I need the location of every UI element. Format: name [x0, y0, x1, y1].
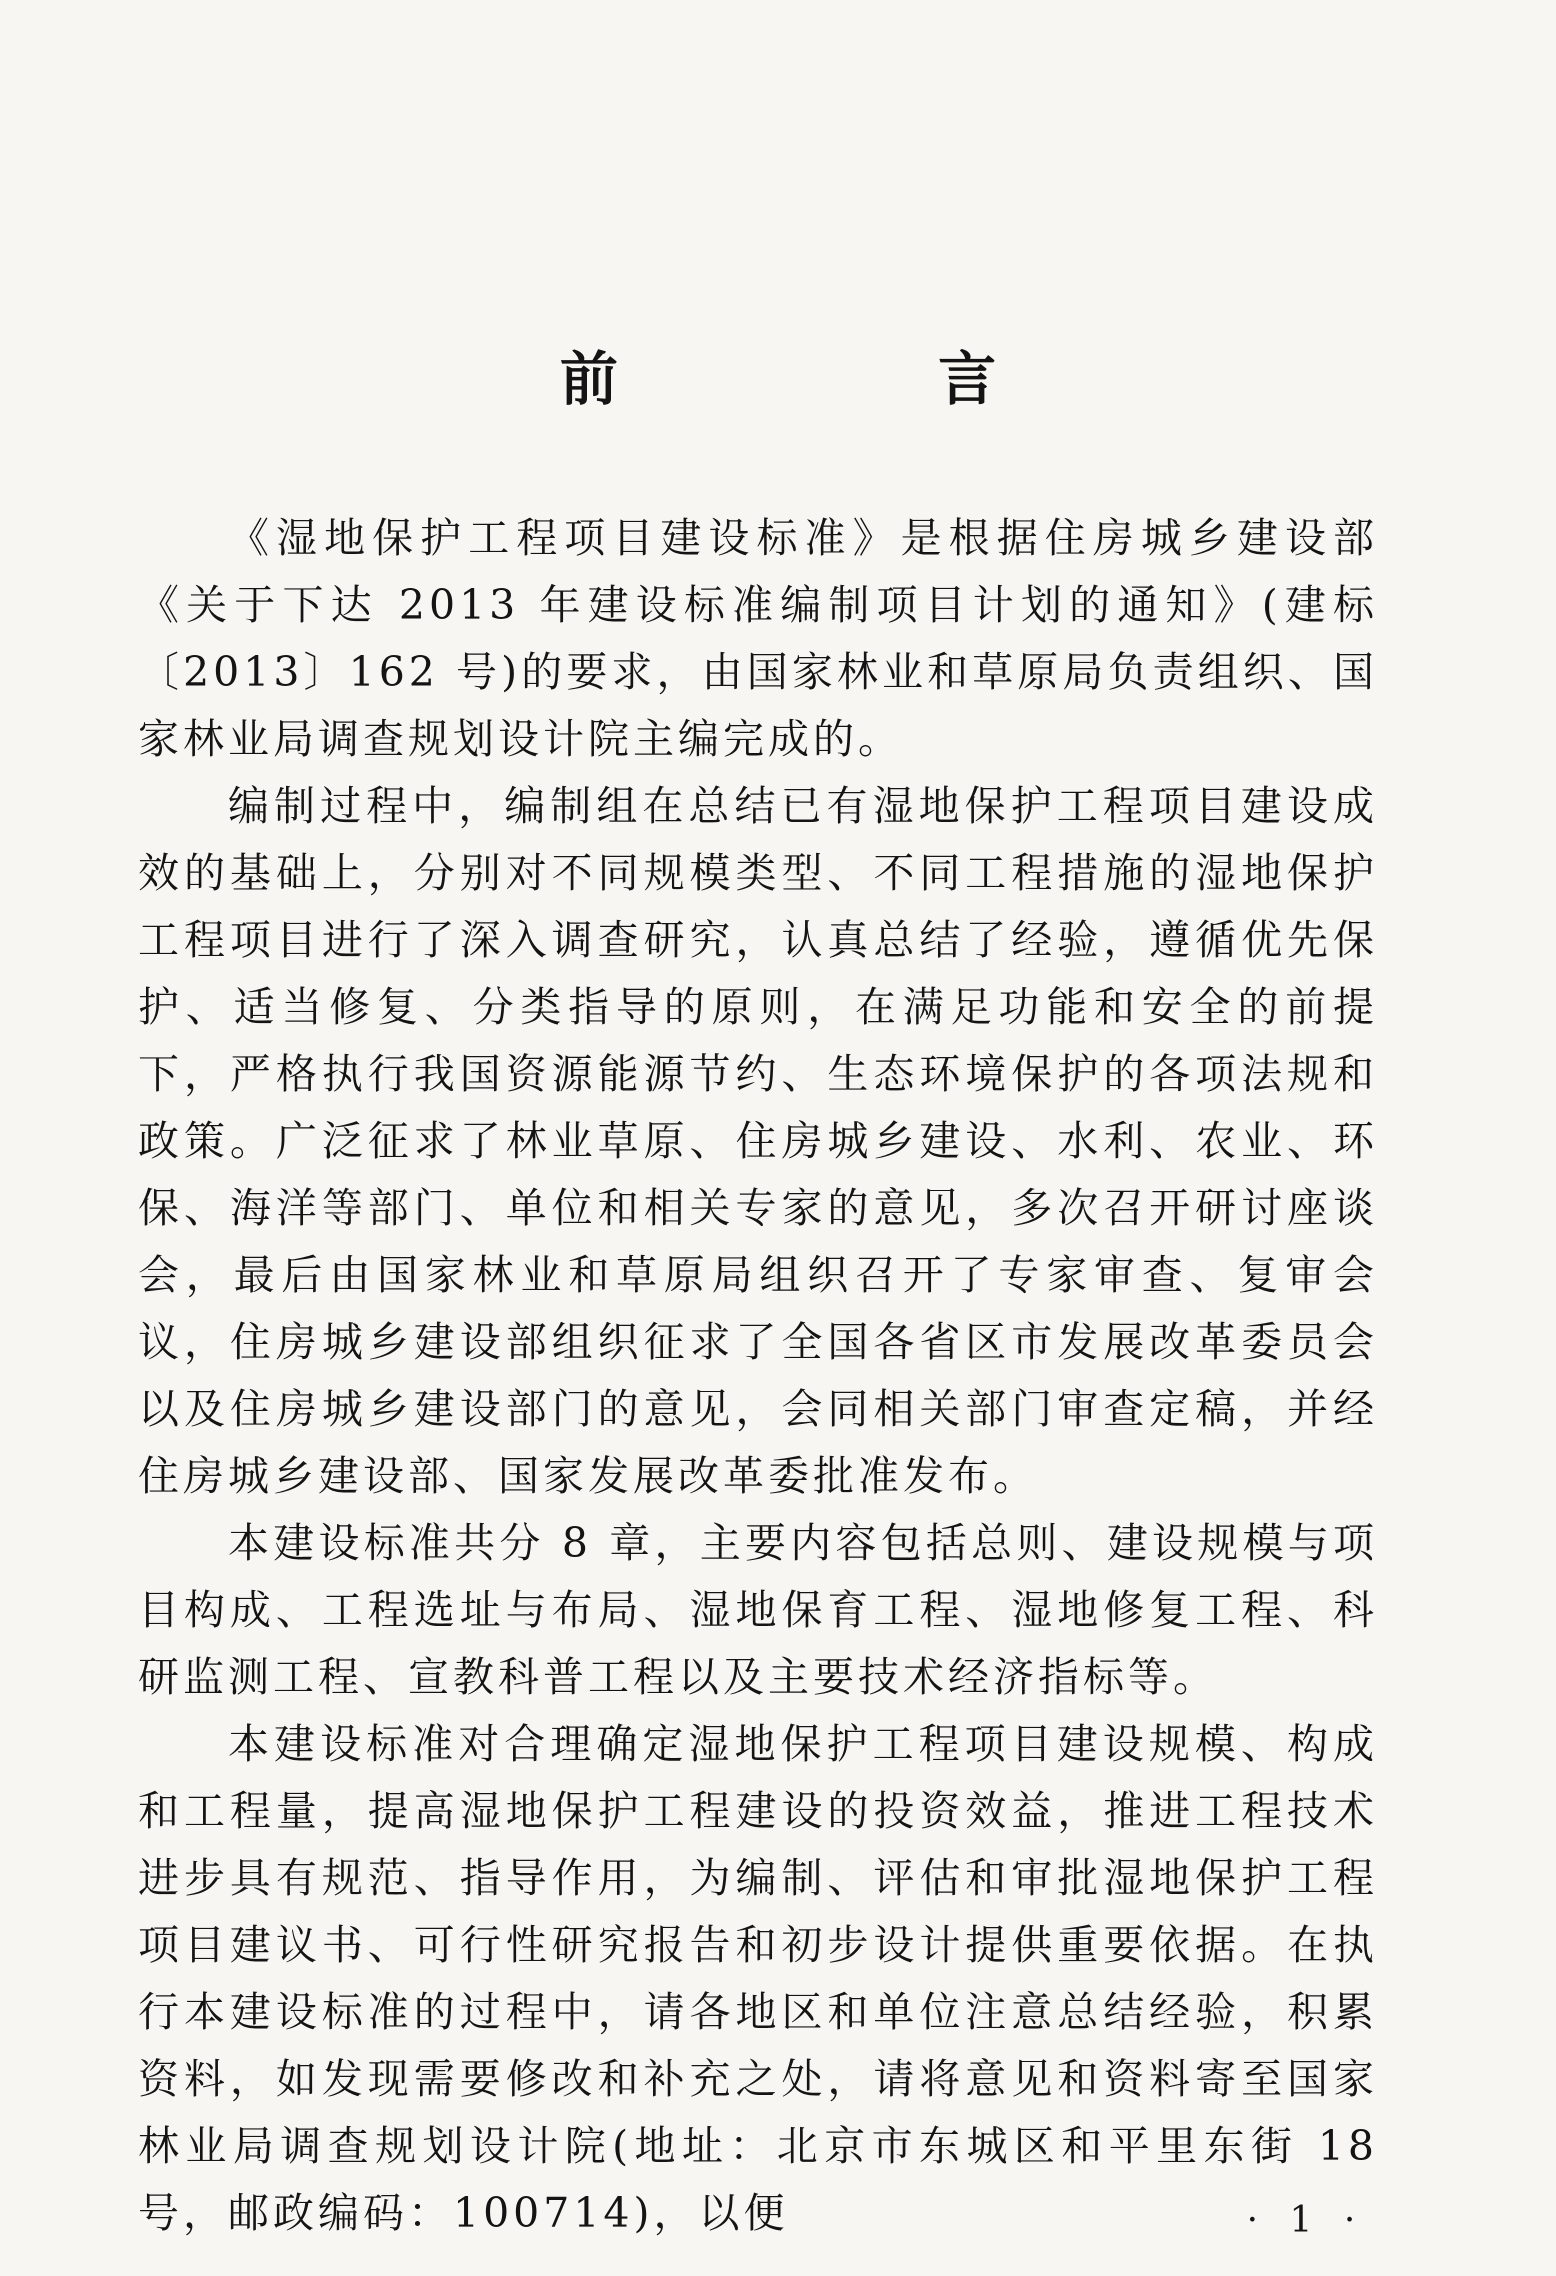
- paragraph-2: 编制过程中，编制组在总结已有湿地保护工程项目建设成效的基础上，分别对不同规模类型、不同工程措施的湿地保护工程项目进行了深入调查研究，认真总结了经验，遵循优先保护、适当修复、分类指导的原则，在满足功能和安全的前提下，严格执行我国资源能源节约、生态环境保护的各项法规和政策。广泛征求了林业草原、住房城乡建设、水利、农业、环保、海洋等部门、单位和相关专家的意见，多次召开研讨座谈会，最后由国家林业和草原局组织召开了专家审查、复审会议，住房城乡建设部组织征求了全国各省区市发展改革委员会以及住房城乡建设部门的意见，会同相关部门审查定稿，并经住房城乡建设部、国家发展改革委批准发布。: [138, 782, 1378, 1500]
- page-title: 前 言: [559, 344, 1147, 413]
- document-body: [138, 505, 1378, 2247]
- paragraph-3: 本建设标准共分 8 章，主要内容包括总则、建设规模与项目构成、工程选址与布局、湿地保育工程、湿地修复工程、科研监测工程、宣教科普工程以及主要技术经济指标等。: [138, 1519, 1378, 1701]
- paragraph-1: 《湿地保护工程项目建设标准》是根据住房城乡建设部《关于下达 2013 年建设标准编制项目计划的通知》(建标〔2013〕162 号)的要求，由国家林业和草原局负责组织、国家林业局调查规划设计院主编完成的。: [138, 514, 1378, 763]
- page-number: · 1 ·: [1246, 2200, 1366, 2241]
- paragraph-4: 本建设标准对合理确定湿地保护工程项目建设规模、构成和工程量，提高湿地保护工程建设的投资效益，推进工程技术进步具有规范、指导作用，为编制、评估和审批湿地保护工程项目建议书、可行性研究报告和初步设计提供重要依据。在执行本建设标准的过程中，请各地区和单位注意总结经验，积累资料，如发现需要修改和补充之处，请将意见和资料寄至国家林业局调查规划设计院(地址：北京市东城区和平里东街 18 号，邮政编码：100714)，以便: [138, 1720, 1378, 2237]
